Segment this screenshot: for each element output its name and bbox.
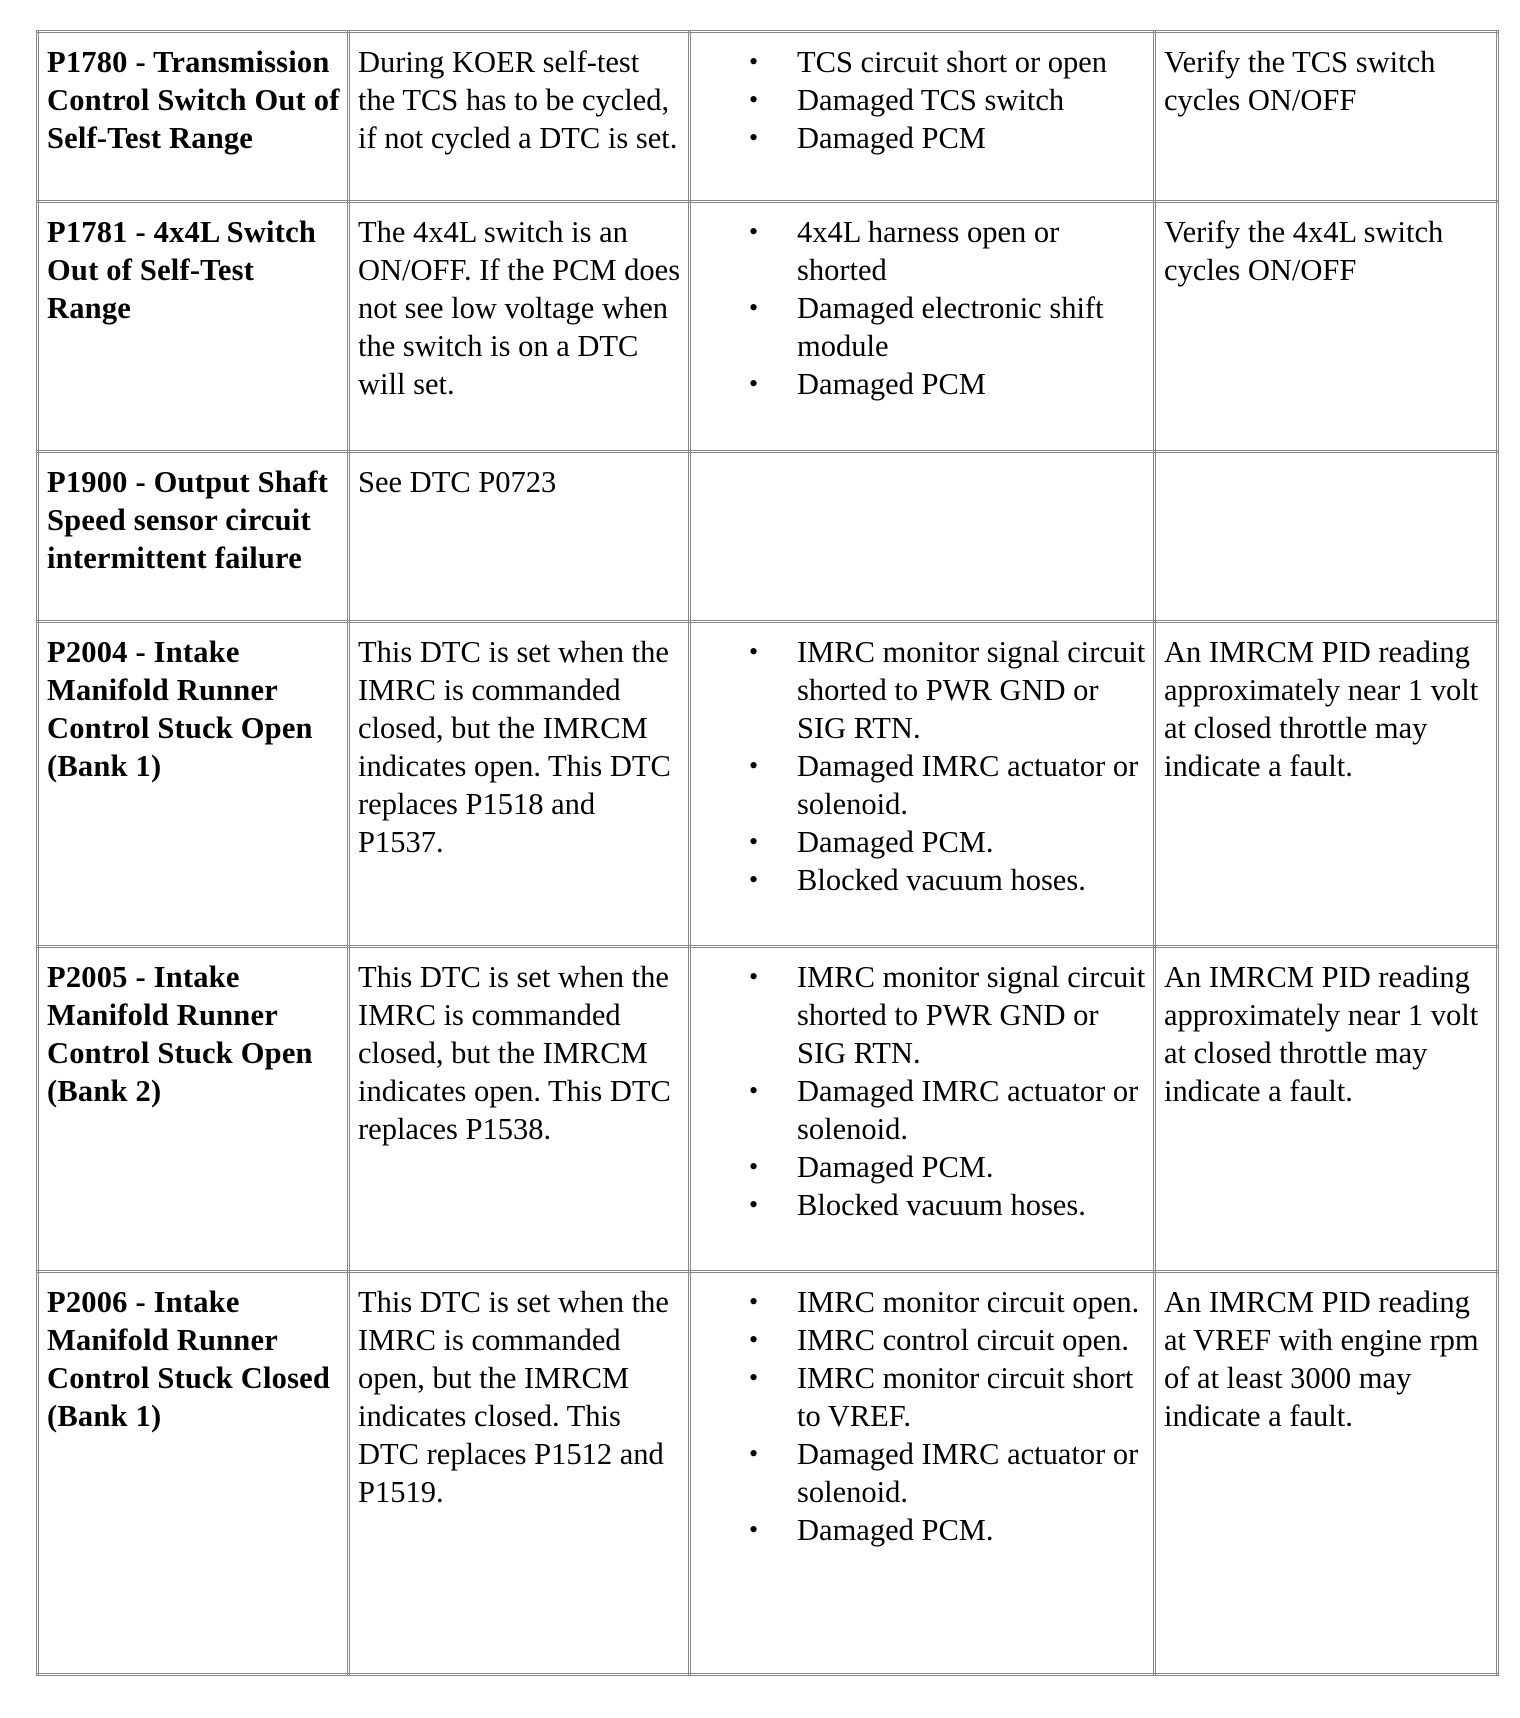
dtc-causes-cell — [690, 32, 1155, 202]
table-row — [38, 32, 1498, 202]
cause-text: IMRC monitor signal circuit shorted to PWR GND or SIG RTN. — [797, 635, 1146, 745]
cause-item — [701, 633, 1147, 747]
dtc-description-cell: This DTC is set when the IMRC is commanded open, but the IMRCM indicates closed. This DTC replaces P1512 and P1519. — [349, 1272, 690, 1675]
table-row — [38, 947, 1498, 1272]
cause-item — [701, 747, 1147, 823]
dtc-table — [36, 30, 1499, 1676]
cause-text: Damaged electronic shift module — [797, 291, 1104, 363]
cause-text: Damaged PCM — [797, 367, 986, 401]
cause-text: IMRC monitor signal circuit shorted to PWR GND or SIG RTN. — [797, 960, 1146, 1070]
cause-item — [701, 43, 1147, 81]
cause-item — [701, 1435, 1147, 1511]
bullet-icon: • — [749, 1363, 759, 1392]
cause-list — [701, 958, 1147, 1224]
bullet-icon: • — [749, 1439, 759, 1468]
cause-text: Damaged PCM. — [797, 1513, 994, 1547]
cause-item — [701, 213, 1147, 289]
table-row — [38, 1272, 1498, 1675]
cause-text: Blocked vacuum hoses. — [797, 863, 1086, 897]
cause-text: Damaged IMRC actuator or solenoid. — [797, 1074, 1139, 1146]
cause-list — [701, 1283, 1147, 1549]
bullet-icon: • — [749, 1190, 759, 1219]
table-row — [38, 452, 1498, 622]
dtc-causes-cell — [690, 202, 1155, 452]
bullet-icon: • — [749, 1515, 759, 1544]
dtc-table-body — [38, 32, 1498, 1675]
dtc-causes-cell — [690, 452, 1155, 622]
dtc-causes-cell — [690, 622, 1155, 947]
cause-list — [701, 633, 1147, 899]
cause-item — [701, 1283, 1147, 1321]
bullet-icon: • — [749, 962, 759, 991]
cause-item — [701, 1321, 1147, 1359]
dtc-code-cell: P2005 - Intake Manifold Runner Control Stuck Open (Bank 2) — [38, 947, 349, 1272]
dtc-code-cell: P2004 - Intake Manifold Runner Control Stuck Open (Bank 1) — [38, 622, 349, 947]
dtc-code-cell: P1900 - Output Shaft Speed sensor circuit intermittent failure — [38, 452, 349, 622]
cause-item — [701, 1148, 1147, 1186]
cause-text: Damaged PCM — [797, 121, 986, 155]
dtc-action-cell: Verify the 4x4L switch cycles ON/OFF — [1155, 202, 1498, 452]
cause-text: Damaged IMRC actuator or solenoid. — [797, 1437, 1139, 1509]
bullet-icon: • — [749, 1152, 759, 1181]
cause-text: TCS circuit short or open — [797, 45, 1108, 79]
cause-item — [701, 119, 1147, 157]
table-row — [38, 202, 1498, 452]
cause-text: Damaged TCS switch — [797, 83, 1065, 117]
bullet-icon: • — [749, 369, 759, 398]
cause-item — [701, 1186, 1147, 1224]
cause-item — [701, 81, 1147, 119]
bullet-icon: • — [749, 217, 759, 246]
bullet-icon: • — [749, 47, 759, 76]
dtc-action-cell — [1155, 452, 1498, 622]
bullet-icon: • — [749, 1287, 759, 1316]
dtc-action-cell: An IMRCM PID reading at VREF with engine rpm of at least 3000 may indicate a fault. — [1155, 1272, 1498, 1675]
cause-item — [701, 1511, 1147, 1549]
dtc-description-cell: The 4x4L switch is an ON/OFF. If the PCM does not see low voltage when the switch is on a DTC will set. — [349, 202, 690, 452]
bullet-icon: • — [749, 827, 759, 856]
dtc-description-cell: During KOER self-test the TCS has to be cycled, if not cycled a DTC is set. — [349, 32, 690, 202]
cause-text: Damaged PCM. — [797, 1150, 994, 1184]
dtc-description-cell: This DTC is set when the IMRC is commanded closed, but the IMRCM indicates open. This DTC replaces P1538. — [349, 947, 690, 1272]
bullet-icon: • — [749, 865, 759, 894]
bullet-icon: • — [749, 123, 759, 152]
cause-text: IMRC monitor circuit open. — [797, 1285, 1140, 1319]
cause-text: Blocked vacuum hoses. — [797, 1188, 1086, 1222]
cause-text: Damaged PCM. — [797, 825, 994, 859]
cause-item — [701, 289, 1147, 365]
cause-text: Damaged IMRC actuator or solenoid. — [797, 749, 1139, 821]
cause-item — [701, 823, 1147, 861]
bullet-icon: • — [749, 85, 759, 114]
dtc-code-cell: P1780 - Transmission Control Switch Out of Self-Test Range — [38, 32, 349, 202]
dtc-action-cell: Verify the TCS switch cycles ON/OFF — [1155, 32, 1498, 202]
bullet-icon: • — [749, 293, 759, 322]
dtc-action-cell: An IMRCM PID reading approximately near 1 volt at closed throttle may indicate a fault. — [1155, 622, 1498, 947]
cause-list — [701, 43, 1147, 157]
cause-text: IMRC control circuit open. — [797, 1323, 1130, 1357]
dtc-action-cell: An IMRCM PID reading approximately near 1 volt at closed throttle may indicate a fault. — [1155, 947, 1498, 1272]
dtc-code-cell: P2006 - Intake Manifold Runner Control Stuck Closed (Bank 1) — [38, 1272, 349, 1675]
cause-item — [701, 1359, 1147, 1435]
cause-list — [701, 213, 1147, 403]
cause-text: IMRC monitor circuit short to VREF. — [797, 1361, 1134, 1433]
dtc-causes-cell — [690, 1272, 1155, 1675]
dtc-description-cell: This DTC is set when the IMRC is commanded closed, but the IMRCM indicates open. This DTC replaces P1518 and P1537. — [349, 622, 690, 947]
bullet-icon: • — [749, 1076, 759, 1105]
cause-text: 4x4L harness open or shorted — [797, 215, 1060, 287]
cause-item — [701, 1072, 1147, 1148]
cause-item — [701, 365, 1147, 403]
table-row — [38, 622, 1498, 947]
cause-item — [701, 861, 1147, 899]
cause-item — [701, 958, 1147, 1072]
dtc-causes-cell — [690, 947, 1155, 1272]
bullet-icon: • — [749, 637, 759, 666]
bullet-icon: • — [749, 751, 759, 780]
dtc-code-cell: P1781 - 4x4L Switch Out of Self-Test Range — [38, 202, 349, 452]
dtc-description-cell: See DTC P0723 — [349, 452, 690, 622]
bullet-icon: • — [749, 1325, 759, 1354]
